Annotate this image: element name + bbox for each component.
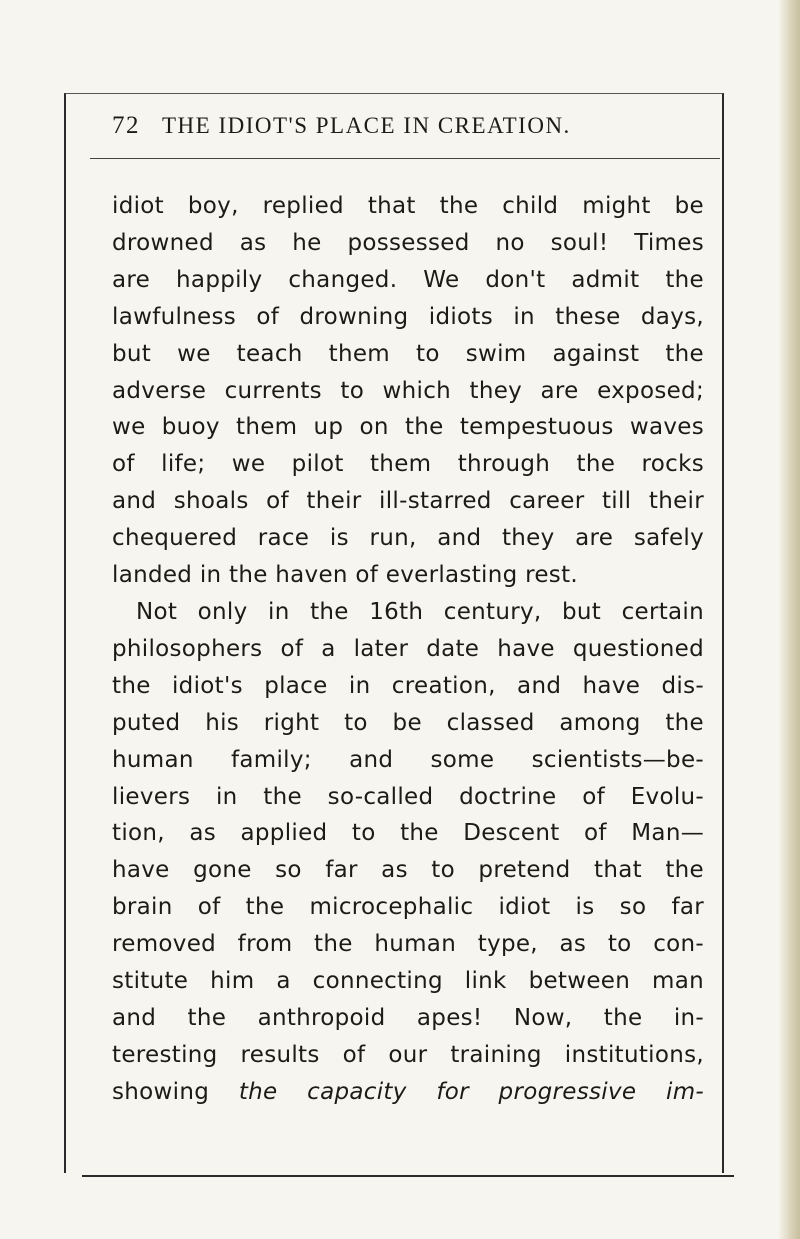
text-line: we buoy them up on the tempestuous waves <box>112 414 704 441</box>
text-line: but we teach them to swim against the <box>112 340 704 367</box>
text-line: brain of the microcephalic idiot is so far <box>112 894 704 921</box>
running-head <box>112 112 702 152</box>
bottom-rule <box>82 1175 734 1177</box>
text-line: of life; we pilot them through the rocks <box>112 451 704 478</box>
text-line: human family; and some scientists—be- <box>112 746 704 773</box>
text-line: tion, as applied to the Descent of Man— <box>112 820 704 847</box>
text-line: drowned as he possessed no soul! Times <box>112 229 704 256</box>
header-rule <box>90 158 720 159</box>
text-line: and the anthropoid apes! Now, the in- <box>112 1004 704 1031</box>
running-title: THE IDIOT'S PLACE IN CREATION. <box>162 113 571 138</box>
paragraph-start-line: Not only in the 16th century, but certain <box>136 598 704 625</box>
text-line: puted his right to be classed among the <box>112 709 704 736</box>
text-line: adverse currents to which they are exposed; <box>112 377 704 404</box>
text-line: the idiot's place in creation, and have dis- <box>112 672 704 699</box>
text-line: philosophers of a later date have questioned <box>112 635 704 662</box>
text-line: and shoals of their ill-starred career till their <box>112 488 704 515</box>
text-line: are happily changed. We don't admit the <box>112 266 704 293</box>
final-line-italic: the capacity for progressive im- <box>238 1078 704 1105</box>
final-line-plain: showing <box>112 1078 239 1105</box>
body-text <box>112 188 704 1111</box>
text-line: chequered race is run, and they are safely <box>112 525 704 552</box>
text-line: teresting results of our training institutions, <box>112 1041 704 1068</box>
page-number: 72 <box>112 112 140 139</box>
text-line: removed from the human type, as to con- <box>112 931 704 958</box>
text-line: lawfulness of drowning idiots in these days, <box>112 303 704 330</box>
text-line: idiot boy, replied that the child might be <box>112 193 704 219</box>
final-text-line <box>112 1074 704 1111</box>
text-line: lievers in the so-called doctrine of Evolu- <box>112 783 704 810</box>
text-line: stitute him a connecting link between man <box>112 968 704 995</box>
text-line: landed in the haven of everlasting rest. <box>112 562 579 589</box>
text-line: have gone so far as to pretend that the <box>112 857 704 884</box>
page-edge-shadow <box>778 0 800 1239</box>
